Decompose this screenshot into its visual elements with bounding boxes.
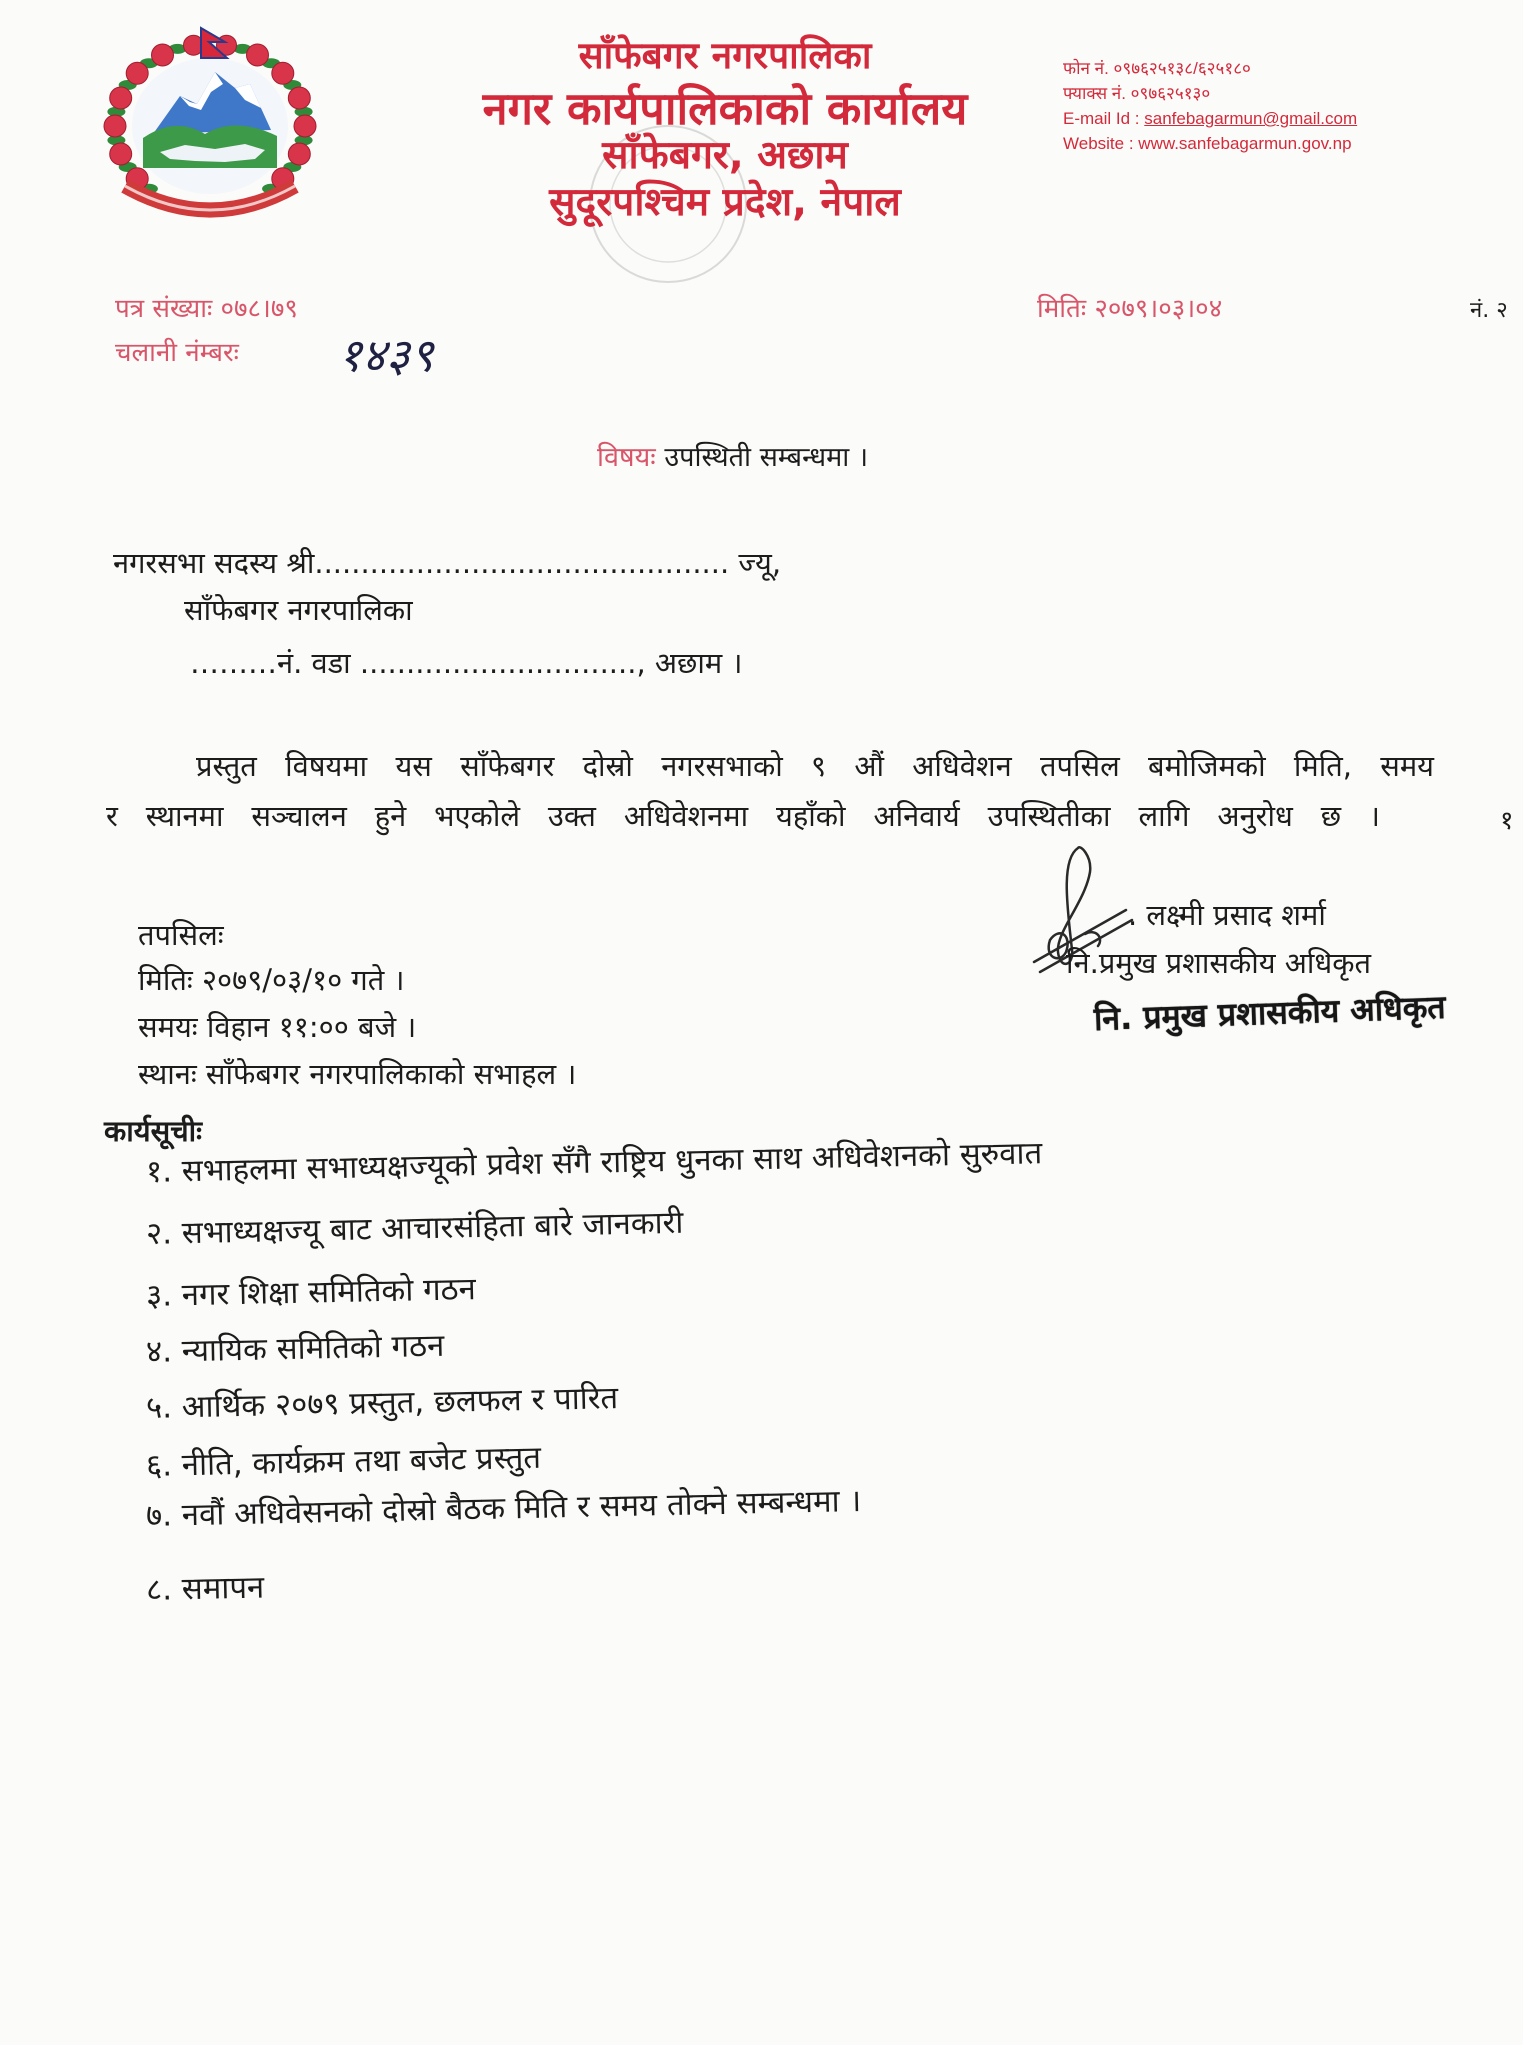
phone-number: फोन नं. ०९७६२५१३८/६२५१८० [1063,59,1251,78]
body-line-1: प्रस्तुत विषयमा यस साँफेबगर दोस्रो नगरसभाको ९ औं अधिवेशन तपसिल बमोजिमको मिति, समय [196,749,1434,783]
email-line [1063,106,1357,131]
office-name: नगर कार्यपालिकाको कार्यालय [482,82,968,135]
email-label: E-mail Id : [1063,109,1140,128]
dispatch-number-label: चलानी नंम्बरः [115,338,239,368]
agenda-item: ७. नवौं अधिवेसनको दोस्रो बैठक मिति र समय तोक्ने सम्बन्धमा । [145,1483,862,1534]
agenda-item: ५. आर्थिक २०७९ प्रस्तुत, छलफल र पारित [145,1380,619,1426]
agenda-item: ३. नगर शिक्षा समितिको गठन [145,1271,477,1314]
province-country: सुदूरपश्चिम प्रदेश, नेपाल [549,180,901,225]
letter-date: मितिः २०७९।०३।०४ [1037,294,1223,324]
agenda-item: १. सभाहलमा सभाध्यक्षज्यूको प्रवेश सँगै राष्ट्रिय धुनका साथ अधिवेशनको सुरुवात [145,1135,1043,1190]
agenda-item: २. सभाध्यक्षज्यू बाट आचारसंहिता बारे जानकारी [145,1204,684,1252]
meeting-date: मितिः २०७९/०३/१० गते । [138,963,405,997]
email-address: sanfebagarmun@gmail.com [1144,109,1358,128]
body-line-2: र स्थानमा सञ्चालन हुने भएकोले उक्त अधिवेशनमा यहाँको अनिवार्य उपस्थितीका लागि अनुरोध छ । [106,799,1380,833]
subject-label: विषयः [597,442,656,473]
website-address: www.sanfebagarmun.gov.np [1138,134,1352,153]
agenda-item: ६. नीति, कार्यक्रम तथा बजेट प्रस्तुत [145,1439,542,1484]
subject-line [597,442,868,474]
contact-block [1063,56,1357,156]
meeting-time: समयः विहान ११:०० बजे । [138,1010,417,1044]
recipient-line-3: ………नं. वडा .............................., अछाम । [190,646,743,680]
details-heading: तपसिलः [138,918,224,952]
recipient-line-1: नगरसभा सदस्य श्री............................................. ज्यू, [113,546,782,580]
meeting-venue: स्थानः साँफेबगर नगरपालिकाको सभाहल । [138,1057,577,1091]
signatory-title: नि.प्रमुख प्रशासकीय अधिकृत [1066,946,1372,980]
dispatch-number-handwritten: १४३९ [338,328,434,382]
agenda-item: ८. समापन [145,1569,265,1608]
recipient-line-2: साँफेबगर नगरपालिका [184,593,413,627]
designation-stamp: नि. प्रमुख प्रशासकीय अधिकृत [1093,987,1447,1038]
website-label: Website : [1063,134,1134,153]
agenda-item: ४. न्यायिक समितिको गठन [145,1327,445,1370]
edge-text-top: नं. २ [1470,298,1508,323]
letter-number: पत्र संख्याः ०७८।७९ [115,294,298,324]
website-line [1063,131,1357,156]
fax-number: फ्याक्स नं. ०९७६२५१३० [1063,84,1211,103]
municipality-name: साँफेबगर नगरपालिका [578,34,872,77]
subject-text: उपस्थिती सम्बन्धमा । [664,442,869,473]
edge-text-body: १ [1500,806,1514,836]
signatory-name: . लक्ष्मी प्रसाद शर्मा [1128,898,1326,932]
agenda-heading: कार्यसूचीः [104,1114,202,1148]
office-address: साँफेबगर, अछाम [602,133,848,178]
nepal-emblem-logo [85,26,335,236]
